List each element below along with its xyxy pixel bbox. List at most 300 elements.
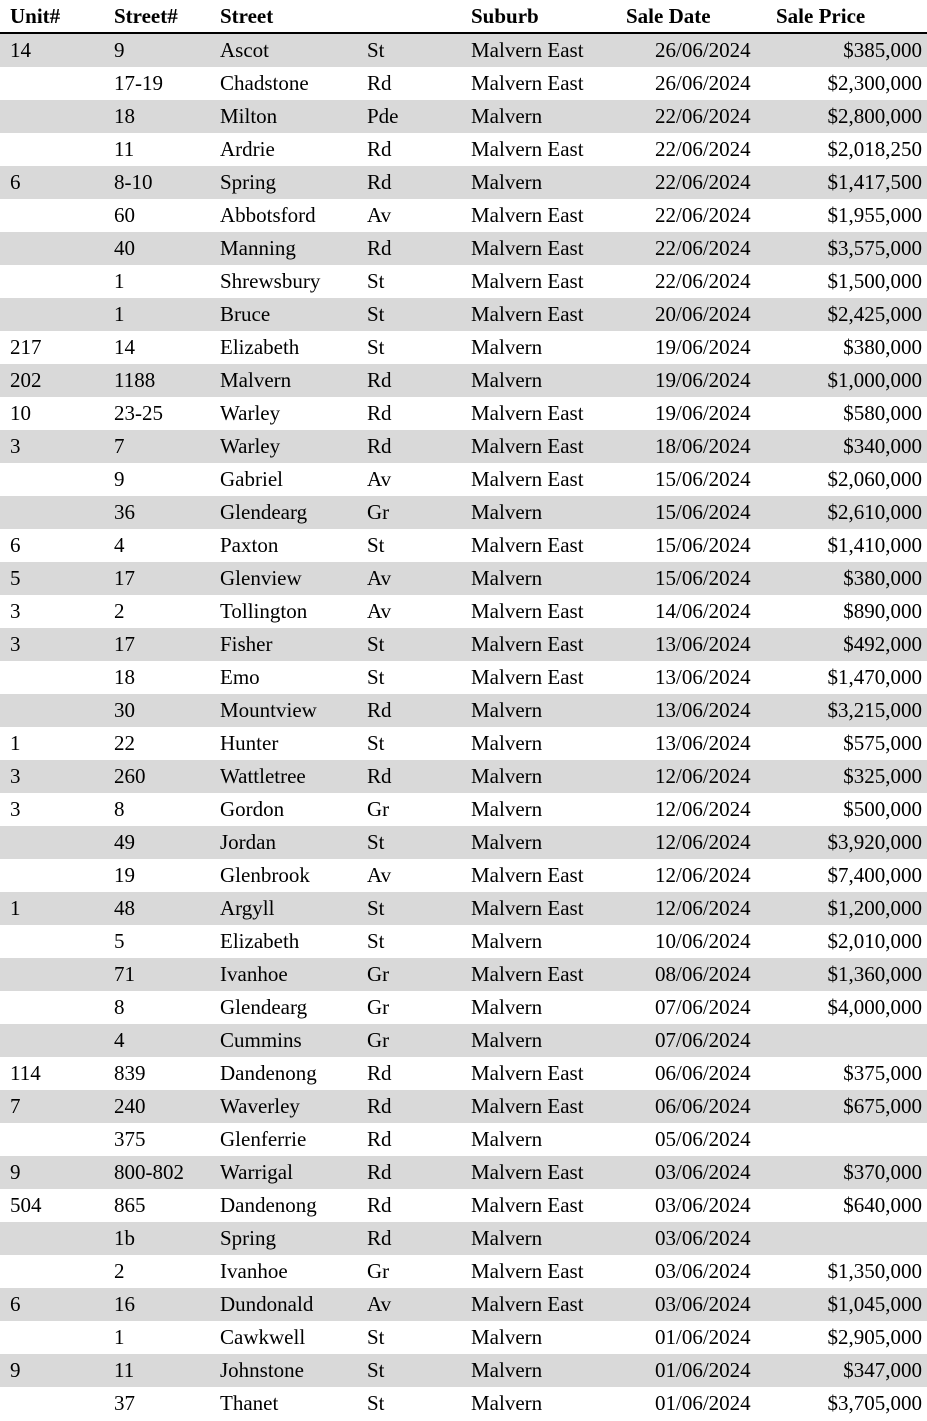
- street-type-cell: Av: [367, 599, 392, 623]
- street-number-cell: 18: [114, 104, 135, 128]
- street-name-cell: Bruce: [220, 302, 271, 326]
- sale-price-cell: $2,800,000: [827, 104, 922, 128]
- street-number-cell: 14: [114, 335, 135, 359]
- street-number-cell: 23-25: [114, 401, 163, 425]
- street-type-cell: Rd: [367, 1160, 392, 1184]
- sale-date-cell: 12/06/2024: [655, 896, 751, 920]
- sale-date-cell: 22/06/2024: [655, 170, 751, 194]
- sale-date-cell: 15/06/2024: [655, 566, 751, 590]
- street-number-cell: 17: [114, 632, 135, 656]
- sale-date-cell: 15/06/2024: [655, 533, 751, 557]
- street-type-cell: Rd: [367, 764, 392, 788]
- table-body: [0, 34, 927, 1420]
- table-row: [0, 661, 927, 694]
- suburb-cell: Malvern East: [471, 467, 584, 491]
- sale-price-cell: $385,000: [843, 38, 922, 62]
- suburb-cell: Malvern East: [471, 401, 584, 425]
- sale-date-cell: 22/06/2024: [655, 203, 751, 227]
- table-row: [0, 397, 927, 430]
- table-row: [0, 991, 927, 1024]
- sale-price-cell: $640,000: [843, 1193, 922, 1217]
- table-row: [0, 1222, 927, 1255]
- street-type-cell: Av: [367, 566, 392, 590]
- sale-price-cell: $2,018,250: [827, 137, 922, 161]
- table-row: [0, 562, 927, 595]
- sale-price-cell: $2,010,000: [827, 929, 922, 953]
- street-number-cell: 240: [114, 1094, 146, 1118]
- street-type-cell: Rd: [367, 236, 392, 260]
- street-name-cell: Spring: [220, 170, 277, 194]
- sale-price-cell: $3,575,000: [827, 236, 922, 260]
- unit-cell: 6: [10, 1292, 21, 1316]
- street-type-cell: Rd: [367, 1127, 392, 1151]
- table-row: [0, 1156, 927, 1189]
- sale-price-cell: $3,920,000: [827, 830, 922, 854]
- table-row: [0, 1123, 927, 1156]
- street-number-cell: 37: [114, 1391, 135, 1415]
- street-type-cell: Av: [367, 203, 392, 227]
- table-row: [0, 826, 927, 859]
- street-type-cell: Gr: [367, 500, 390, 524]
- table-row: [0, 1321, 927, 1354]
- table-row: [0, 232, 927, 265]
- sale-price-cell: $7,400,000: [827, 863, 922, 887]
- suburb-cell: Malvern: [471, 1226, 543, 1250]
- suburb-cell: Malvern: [471, 1127, 543, 1151]
- unit-cell: 114: [10, 1061, 41, 1085]
- suburb-cell: Malvern East: [471, 599, 584, 623]
- street-name-cell: Emo: [220, 665, 260, 689]
- sale-date-cell: 22/06/2024: [655, 269, 751, 293]
- suburb-cell: Malvern: [471, 1325, 543, 1349]
- sale-price-cell: $500,000: [843, 797, 922, 821]
- sale-price-cell: $2,610,000: [827, 500, 922, 524]
- street-number-cell: 1188: [114, 368, 156, 392]
- unit-cell: 5: [10, 566, 21, 590]
- street-name-cell: Glenview: [220, 566, 302, 590]
- street-name-cell: Dandenong: [220, 1061, 317, 1085]
- sale-date-cell: 07/06/2024: [655, 995, 751, 1019]
- table-row: [0, 265, 927, 298]
- sale-date-cell: 15/06/2024: [655, 500, 751, 524]
- sale-date-cell: 03/06/2024: [655, 1292, 751, 1316]
- sale-date-cell: 13/06/2024: [655, 731, 751, 755]
- table-row: [0, 1090, 927, 1123]
- street-name-cell: Gordon: [220, 797, 285, 821]
- unit-cell: 6: [10, 533, 21, 557]
- table-row: [0, 793, 927, 826]
- sale-date-cell: 01/06/2024: [655, 1358, 751, 1382]
- table-row: [0, 1057, 927, 1090]
- street-number-cell: 71: [114, 962, 135, 986]
- street-number-cell: 4: [114, 533, 125, 557]
- sale-price-cell: $325,000: [843, 764, 922, 788]
- unit-cell: 3: [10, 797, 21, 821]
- sale-price-cell: $1,045,000: [827, 1292, 922, 1316]
- street-type-cell: Av: [367, 467, 392, 491]
- unit-cell: 9: [10, 1358, 21, 1382]
- street-number-cell: 2: [114, 599, 125, 623]
- sale-date-cell: 22/06/2024: [655, 137, 751, 161]
- sale-price-cell: $340,000: [843, 434, 922, 458]
- suburb-cell: Malvern: [471, 500, 543, 524]
- street-name-cell: Cummins: [220, 1028, 302, 1052]
- street-type-cell: Rd: [367, 1061, 392, 1085]
- street-name-cell: Ardrie: [220, 137, 275, 161]
- suburb-cell: Malvern East: [471, 137, 584, 161]
- street-name-cell: Dandenong: [220, 1193, 317, 1217]
- street-name-cell: Elizabeth: [220, 335, 300, 359]
- sale-price-cell: $2,905,000: [827, 1325, 922, 1349]
- suburb-cell: Malvern East: [471, 1094, 584, 1118]
- sale-price-cell: $3,215,000: [827, 698, 922, 722]
- unit-cell: 6: [10, 170, 21, 194]
- sale-date-cell: 06/06/2024: [655, 1061, 751, 1085]
- street-number-cell: 16: [114, 1292, 135, 1316]
- sale-date-cell: 07/06/2024: [655, 1028, 751, 1052]
- sale-price-cell: $2,425,000: [827, 302, 922, 326]
- table-row: [0, 1354, 927, 1387]
- street-type-cell: Av: [367, 1292, 392, 1316]
- sale-date-cell: 03/06/2024: [655, 1226, 751, 1250]
- street-number-cell: 60: [114, 203, 135, 227]
- street-number-cell: 40: [114, 236, 135, 260]
- sale-date-cell: 20/06/2024: [655, 302, 751, 326]
- table-row: [0, 463, 927, 496]
- street-type-cell: St: [367, 269, 385, 293]
- street-number-cell: 2: [114, 1259, 125, 1283]
- street-type-cell: St: [367, 929, 385, 953]
- suburb-cell: Malvern East: [471, 1193, 584, 1217]
- street-name-cell: Glenbrook: [220, 863, 310, 887]
- street-number-cell: 8-10: [114, 170, 153, 194]
- sale-date-cell: 19/06/2024: [655, 368, 751, 392]
- suburb-cell: Malvern: [471, 1391, 543, 1415]
- sale-price-cell: $890,000: [843, 599, 922, 623]
- sale-price-cell: $575,000: [843, 731, 922, 755]
- street-number-cell: 260: [114, 764, 146, 788]
- street-name-cell: Glendearg: [220, 995, 308, 1019]
- street-name-cell: Spring: [220, 1226, 277, 1250]
- sale-date-cell: 18/06/2024: [655, 434, 751, 458]
- street-type-cell: St: [367, 896, 385, 920]
- sale-price-cell: $2,060,000: [827, 467, 922, 491]
- street-type-cell: St: [367, 1391, 385, 1415]
- sale-date-cell: 22/06/2024: [655, 236, 751, 260]
- sale-date-cell: 01/06/2024: [655, 1391, 751, 1415]
- table-row: [0, 529, 927, 562]
- suburb-cell: Malvern: [471, 731, 543, 755]
- suburb-cell: Malvern: [471, 368, 543, 392]
- sale-date-cell: 15/06/2024: [655, 467, 751, 491]
- street-number-cell: 30: [114, 698, 135, 722]
- street-number-cell: 1b: [114, 1226, 135, 1250]
- sale-price-cell: $3,705,000: [827, 1391, 922, 1415]
- suburb-cell: Malvern: [471, 170, 543, 194]
- street-type-cell: St: [367, 632, 385, 656]
- street-name-cell: Shrewsbury: [220, 269, 321, 293]
- table-row: [0, 694, 927, 727]
- suburb-cell: Malvern: [471, 1358, 543, 1382]
- sale-date-cell: 05/06/2024: [655, 1127, 751, 1151]
- street-type-cell: St: [367, 1325, 385, 1349]
- street-number-cell: 9: [114, 38, 125, 62]
- suburb-cell: Malvern East: [471, 1061, 584, 1085]
- street-type-cell: Rd: [367, 170, 392, 194]
- sale-date-cell: 12/06/2024: [655, 764, 751, 788]
- table-row: [0, 1387, 927, 1420]
- suburb-cell: Malvern East: [471, 962, 584, 986]
- suburb-cell: Malvern East: [471, 269, 584, 293]
- sale-date-cell: 12/06/2024: [655, 797, 751, 821]
- street-name-cell: Argyll: [220, 896, 275, 920]
- table-header-row: [0, 0, 927, 32]
- sale-price-cell: $580,000: [843, 401, 922, 425]
- table-row: [0, 133, 927, 166]
- unit-cell: 202: [10, 368, 42, 392]
- street-name-cell: Elizabeth: [220, 929, 300, 953]
- suburb-cell: Malvern East: [471, 38, 584, 62]
- street-number-cell: 5: [114, 929, 125, 953]
- sale-price-cell: $347,000: [843, 1358, 922, 1382]
- street-type-cell: Av: [367, 863, 392, 887]
- street-name-cell: Fisher: [220, 632, 273, 656]
- sale-date-cell: 13/06/2024: [655, 632, 751, 656]
- street-type-cell: St: [367, 1358, 385, 1382]
- sale-price-cell: $1,350,000: [827, 1259, 922, 1283]
- table-row: [0, 100, 927, 133]
- street-name-cell: Hunter: [220, 731, 279, 755]
- suburb-cell: Malvern East: [471, 1160, 584, 1184]
- street-number-cell: 49: [114, 830, 135, 854]
- street-name-cell: Warley: [220, 434, 281, 458]
- table-row: [0, 430, 927, 463]
- street-type-cell: Rd: [367, 1193, 392, 1217]
- sale-price-cell: $675,000: [843, 1094, 922, 1118]
- table-row: [0, 166, 927, 199]
- header-unit: Unit#: [10, 4, 61, 28]
- unit-cell: 10: [10, 401, 31, 425]
- sale-price-cell: $1,470,000: [827, 665, 922, 689]
- street-type-cell: Gr: [367, 1028, 390, 1052]
- sale-price-cell: $2,300,000: [827, 71, 922, 95]
- unit-cell: 504: [10, 1193, 42, 1217]
- sale-date-cell: 19/06/2024: [655, 335, 751, 359]
- sale-date-cell: 01/06/2024: [655, 1325, 751, 1349]
- street-type-cell: Pde: [367, 104, 399, 128]
- suburb-cell: Malvern: [471, 335, 543, 359]
- suburb-cell: Malvern East: [471, 533, 584, 557]
- table-row: [0, 925, 927, 958]
- street-type-cell: Rd: [367, 71, 392, 95]
- unit-cell: 3: [10, 764, 21, 788]
- street-name-cell: Chadstone: [220, 71, 309, 95]
- street-type-cell: St: [367, 665, 385, 689]
- sale-price-cell: $380,000: [843, 566, 922, 590]
- street-number-cell: 375: [114, 1127, 146, 1151]
- street-number-cell: 18: [114, 665, 135, 689]
- street-name-cell: Mountview: [220, 698, 317, 722]
- suburb-cell: Malvern: [471, 995, 543, 1019]
- street-number-cell: 19: [114, 863, 135, 887]
- street-name-cell: Cawkwell: [220, 1325, 306, 1349]
- sale-date-cell: 12/06/2024: [655, 830, 751, 854]
- street-type-cell: St: [367, 731, 385, 755]
- street-number-cell: 11: [114, 1358, 135, 1382]
- sale-date-cell: 13/06/2024: [655, 665, 751, 689]
- sale-date-cell: 19/06/2024: [655, 401, 751, 425]
- suburb-cell: Malvern: [471, 830, 543, 854]
- unit-cell: 3: [10, 434, 21, 458]
- street-type-cell: St: [367, 830, 385, 854]
- sale-price-cell: $1,200,000: [827, 896, 922, 920]
- suburb-cell: Malvern East: [471, 632, 584, 656]
- sale-price-cell: $1,410,000: [827, 533, 922, 557]
- sale-price-cell: $1,500,000: [827, 269, 922, 293]
- street-name-cell: Manning: [220, 236, 296, 260]
- sale-date-cell: 06/06/2024: [655, 1094, 751, 1118]
- unit-cell: 9: [10, 1160, 21, 1184]
- street-number-cell: 17-19: [114, 71, 163, 95]
- sale-price-cell: $1,000,000: [827, 368, 922, 392]
- street-type-cell: Rd: [367, 368, 392, 392]
- header-street-number: Street#: [114, 4, 178, 28]
- table-row: [0, 67, 927, 100]
- street-number-cell: 8: [114, 797, 125, 821]
- street-name-cell: Warley: [220, 401, 281, 425]
- sale-date-cell: 22/06/2024: [655, 104, 751, 128]
- street-type-cell: Rd: [367, 698, 392, 722]
- sale-date-cell: 03/06/2024: [655, 1160, 751, 1184]
- street-name-cell: Gabriel: [220, 467, 283, 491]
- street-name-cell: Glenferrie: [220, 1127, 307, 1151]
- street-type-cell: St: [367, 335, 385, 359]
- suburb-cell: Malvern East: [471, 236, 584, 260]
- street-name-cell: Waverley: [220, 1094, 300, 1118]
- street-name-cell: Thanet: [220, 1391, 279, 1415]
- table-row: [0, 859, 927, 892]
- sale-price-cell: $370,000: [843, 1160, 922, 1184]
- suburb-cell: Malvern East: [471, 863, 584, 887]
- sale-date-cell: 03/06/2024: [655, 1259, 751, 1283]
- street-number-cell: 48: [114, 896, 135, 920]
- street-number-cell: 11: [114, 137, 135, 161]
- sale-price-cell: $375,000: [843, 1061, 922, 1085]
- sale-price-cell: $492,000: [843, 632, 922, 656]
- street-number-cell: 36: [114, 500, 135, 524]
- sale-date-cell: 08/06/2024: [655, 962, 751, 986]
- street-number-cell: 865: [114, 1193, 146, 1217]
- suburb-cell: Malvern: [471, 104, 543, 128]
- suburb-cell: Malvern East: [471, 71, 584, 95]
- table-row: [0, 958, 927, 991]
- table-row: [0, 1255, 927, 1288]
- unit-cell: 217: [10, 335, 42, 359]
- street-number-cell: 8: [114, 995, 125, 1019]
- header-sale-date: Sale Date: [626, 4, 711, 28]
- suburb-cell: Malvern East: [471, 302, 584, 326]
- street-number-cell: 1: [114, 269, 125, 293]
- street-number-cell: 1: [114, 1325, 125, 1349]
- table-row: [0, 1288, 927, 1321]
- table-row: [0, 1189, 927, 1222]
- suburb-cell: Malvern: [471, 929, 543, 953]
- suburb-cell: Malvern: [471, 797, 543, 821]
- suburb-cell: Malvern: [471, 698, 543, 722]
- sale-price-cell: $1,955,000: [827, 203, 922, 227]
- street-number-cell: 839: [114, 1061, 146, 1085]
- street-name-cell: Tollington: [220, 599, 308, 623]
- street-name-cell: Wattletree: [220, 764, 306, 788]
- street-name-cell: Glendearg: [220, 500, 308, 524]
- sale-price-cell: $1,417,500: [827, 170, 922, 194]
- suburb-cell: Malvern: [471, 566, 543, 590]
- suburb-cell: Malvern East: [471, 665, 584, 689]
- table-row: [0, 892, 927, 925]
- suburb-cell: Malvern: [471, 764, 543, 788]
- table-row: [0, 199, 927, 232]
- sale-price-cell: $4,000,000: [827, 995, 922, 1019]
- street-type-cell: Gr: [367, 1259, 390, 1283]
- unit-cell: 3: [10, 632, 21, 656]
- street-name-cell: Malvern: [220, 368, 292, 392]
- street-type-cell: Rd: [367, 434, 392, 458]
- table-row: [0, 496, 927, 529]
- sale-date-cell: 12/06/2024: [655, 863, 751, 887]
- street-name-cell: Johnstone: [220, 1358, 304, 1382]
- street-number-cell: 7: [114, 434, 125, 458]
- suburb-cell: Malvern East: [471, 434, 584, 458]
- street-number-cell: 1: [114, 302, 125, 326]
- street-name-cell: Warrigal: [220, 1160, 293, 1184]
- street-type-cell: St: [367, 38, 385, 62]
- header-suburb: Suburb: [471, 4, 539, 28]
- header-sale-price: Sale Price: [776, 4, 866, 28]
- table-row: [0, 331, 927, 364]
- sale-price-cell: $1,360,000: [827, 962, 922, 986]
- header-street: Street: [220, 4, 274, 28]
- street-number-cell: 22: [114, 731, 135, 755]
- street-type-cell: Rd: [367, 401, 392, 425]
- street-name-cell: Ivanhoe: [220, 1259, 288, 1283]
- street-type-cell: Gr: [367, 995, 390, 1019]
- street-number-cell: 4: [114, 1028, 125, 1052]
- street-type-cell: Rd: [367, 137, 392, 161]
- street-name-cell: Jordan: [220, 830, 276, 854]
- table-row: [0, 727, 927, 760]
- table-row: [0, 760, 927, 793]
- street-type-cell: Rd: [367, 1094, 392, 1118]
- unit-cell: 7: [10, 1094, 21, 1118]
- suburb-cell: Malvern East: [471, 203, 584, 227]
- street-name-cell: Abbotsford: [220, 203, 316, 227]
- street-type-cell: Rd: [367, 1226, 392, 1250]
- unit-cell: 3: [10, 599, 21, 623]
- sale-date-cell: 26/06/2024: [655, 38, 751, 62]
- street-number-cell: 17: [114, 566, 135, 590]
- sale-date-cell: 14/06/2024: [655, 599, 751, 623]
- street-type-cell: St: [367, 533, 385, 557]
- sale-date-cell: 13/06/2024: [655, 698, 751, 722]
- table-row: [0, 628, 927, 661]
- street-type-cell: St: [367, 302, 385, 326]
- table-row: [0, 34, 927, 67]
- street-name-cell: Ivanhoe: [220, 962, 288, 986]
- street-name-cell: Dundonald: [220, 1292, 314, 1316]
- table-row: [0, 364, 927, 397]
- sale-date-cell: 03/06/2024: [655, 1193, 751, 1217]
- street-type-cell: Gr: [367, 962, 390, 986]
